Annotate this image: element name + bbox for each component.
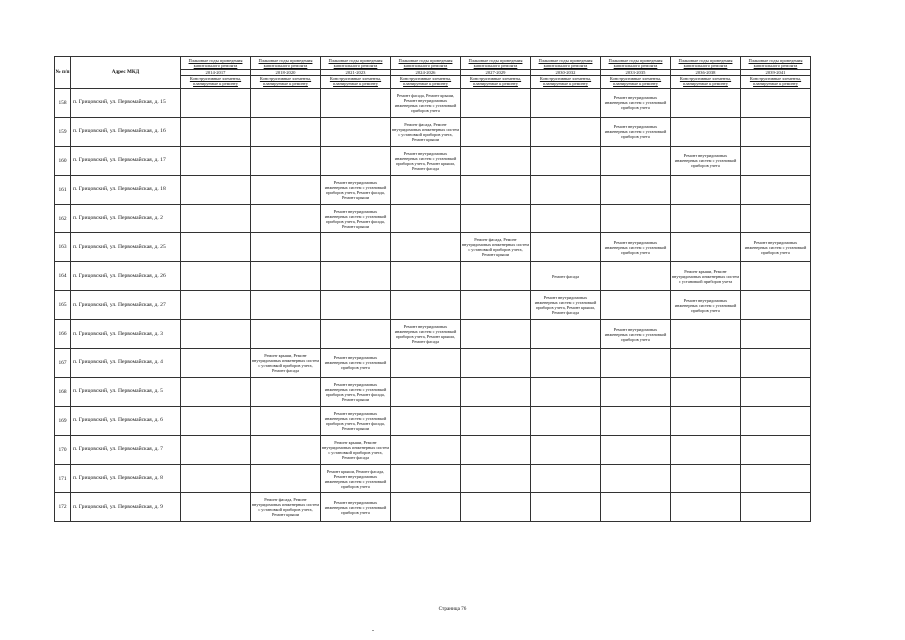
page-number: Страница 76: [438, 606, 467, 612]
work-cell: [461, 146, 531, 175]
work-cell: Ремонт внутридомовых инженерных систем с установкой приборов учета, Ремонт фасада, Ремонт крыши: [321, 377, 391, 406]
work-cell: [671, 175, 741, 204]
table-row: [55, 406, 811, 435]
work-cell: [181, 89, 251, 118]
work-cell: [531, 406, 601, 435]
work-cell: Ремонт внутридомовых инженерных систем с установкой приборов учета: [321, 349, 391, 378]
row-number: 161: [55, 175, 71, 204]
work-cell: [741, 320, 811, 349]
work-cell: Ремонт фасада, Ремонт внутридомовых инженерных систем с установкой приборов учета, Ремонт крыши: [461, 233, 531, 262]
work-cell: [251, 464, 321, 493]
work-cell: [741, 117, 811, 146]
work-cell: [741, 435, 811, 464]
row-number: 171: [55, 464, 71, 493]
work-cell: [461, 175, 531, 204]
work-cell: Ремонт внутридомовых инженерных систем с установкой приборов учета: [601, 117, 671, 146]
work-cell: Ремонт фасада, Ремонт внутридомовых инженерных систем с установкой приборов учета, Ремонт крыши: [391, 117, 461, 146]
period-title: Плановые годы проведения капитального ремонта: [181, 57, 251, 70]
work-cell: Ремонт фасада: [531, 262, 601, 291]
row-address: п. Грицовский, ул. Первомайская, д. 3: [71, 320, 181, 349]
work-cell: [321, 262, 391, 291]
work-cell: [321, 233, 391, 262]
work-cell: [391, 406, 461, 435]
repair-schedule-table: [54, 56, 811, 522]
row-number: 158: [55, 89, 71, 118]
work-cell: [671, 464, 741, 493]
work-cell: Ремонт внутридомовых инженерных систем с установкой приборов учета, Ремонт крыши, Ремонт фасада: [391, 146, 461, 175]
work-cell: [531, 349, 601, 378]
work-cell: [391, 291, 461, 320]
row-address: п. Грицовский, ул. Первомайская, д. 25: [71, 233, 181, 262]
work-cell: [461, 262, 531, 291]
work-cell: [531, 464, 601, 493]
work-cell: Ремонт крыши, Ремонт внутридомовых инженерных систем с установкой приборов учета, Ремонт фасада: [321, 435, 391, 464]
work-cell: [391, 233, 461, 262]
work-cell: [181, 320, 251, 349]
work-cell: [251, 406, 321, 435]
work-cell: [531, 493, 601, 522]
row-number: 168: [55, 377, 71, 406]
work-cell: [461, 435, 531, 464]
work-cell: [461, 89, 531, 118]
work-cell: Ремонт фасада, Ремонт внутридомовых инженерных систем с установкой приборов учета, Ремонт крыши: [251, 493, 321, 522]
work-cell: [531, 117, 601, 146]
sub-label: Конструктивные элементы, планируемые к ремонту: [461, 76, 531, 89]
work-cell: Ремонт внутридомовых инженерных систем с установкой приборов учета: [601, 320, 671, 349]
work-cell: [671, 349, 741, 378]
period-label: 2036-2038: [671, 70, 741, 76]
work-cell: [531, 377, 601, 406]
work-cell: [461, 406, 531, 435]
row-number: 170: [55, 435, 71, 464]
row-address: п. Грицовский, ул. Первомайская, д. 26: [71, 262, 181, 291]
scan-artifact: [372, 630, 374, 631]
work-cell: [391, 175, 461, 204]
work-cell: Ремонт внутридомовых инженерных систем с установкой приборов учета: [321, 493, 391, 522]
table-row: [55, 175, 811, 204]
row-address: п. Грицовский, ул. Первомайская, д. 18: [71, 175, 181, 204]
row-number: 166: [55, 320, 71, 349]
table-body: [55, 89, 811, 522]
table-row: [55, 493, 811, 522]
row-number: 167: [55, 349, 71, 378]
row-address: п. Грицовский, ул. Первомайская, д. 9: [71, 493, 181, 522]
work-cell: [671, 493, 741, 522]
period-title: Плановые годы проведения капитального ремонта: [531, 57, 601, 70]
work-cell: [671, 89, 741, 118]
period-title: Плановые годы проведения капитального ремонта: [391, 57, 461, 70]
work-cell: [671, 406, 741, 435]
period-title: Плановые годы проведения капитального ремонта: [671, 57, 741, 70]
table-row: [55, 89, 811, 118]
work-cell: [181, 493, 251, 522]
table-row: [55, 349, 811, 378]
work-cell: [671, 233, 741, 262]
work-cell: [391, 493, 461, 522]
work-cell: [391, 435, 461, 464]
work-cell: [321, 117, 391, 146]
work-cell: [601, 377, 671, 406]
work-cell: [251, 435, 321, 464]
row-address: п. Грицовский, ул. Первомайская, д. 4: [71, 349, 181, 378]
work-cell: Ремонт внутридомовых инженерных систем с установкой приборов учета, Ремонт крыши, Ремонт фасада: [531, 291, 601, 320]
row-address: п. Грицовский, ул. Первомайская, д. 17: [71, 146, 181, 175]
work-cell: [601, 262, 671, 291]
work-cell: [391, 464, 461, 493]
work-cell: [391, 204, 461, 233]
row-number: 169: [55, 406, 71, 435]
work-cell: [461, 291, 531, 320]
work-cell: [671, 435, 741, 464]
work-cell: Ремонт внутридомовых инженерных систем с установкой приборов учета, Ремонт крыши, Ремонт фасада: [391, 320, 461, 349]
work-cell: [321, 89, 391, 118]
table-row: [55, 377, 811, 406]
work-cell: Ремонт внутридомовых инженерных систем с установкой приборов учета, Ремонт фасада, Ремонт крыши: [321, 175, 391, 204]
header-row-titles: [55, 57, 811, 70]
work-cell: [741, 89, 811, 118]
work-cell: [601, 349, 671, 378]
period-label: 2014-2017: [181, 70, 251, 76]
work-cell: [391, 262, 461, 291]
row-address: п. Грицовский, ул. Первомайская, д. 8: [71, 464, 181, 493]
work-cell: [181, 204, 251, 233]
work-cell: [321, 320, 391, 349]
period-label: 2030-2032: [531, 70, 601, 76]
sub-label: Конструктивные элементы, планируемые к ремонту: [181, 76, 251, 89]
work-cell: [181, 146, 251, 175]
work-cell: [531, 320, 601, 349]
work-cell: [671, 320, 741, 349]
period-label: 2039-2041: [741, 70, 811, 76]
row-address: п. Грицовский, ул. Первомайская, д. 5: [71, 377, 181, 406]
work-cell: [531, 204, 601, 233]
work-cell: Ремонт внутридомовых инженерных систем с установкой приборов учета: [601, 233, 671, 262]
work-cell: [601, 291, 671, 320]
work-cell: [251, 175, 321, 204]
work-cell: Ремонт внутридомовых инженерных систем с установкой приборов учета, Ремонт фасада, Ремонт крыши: [321, 406, 391, 435]
work-cell: [531, 233, 601, 262]
work-cell: [461, 464, 531, 493]
row-number: 159: [55, 117, 71, 146]
work-cell: [181, 464, 251, 493]
work-cell: [671, 117, 741, 146]
work-cell: [741, 406, 811, 435]
period-label: 2024-2026: [391, 70, 461, 76]
table-row: [55, 320, 811, 349]
row-address: п. Грицовский, ул. Первомайская, д. 7: [71, 435, 181, 464]
period-label: 2018-2020: [251, 70, 321, 76]
period-label: 2027-2029: [461, 70, 531, 76]
sub-label: Конструктивные элементы, планируемые к ремонту: [391, 76, 461, 89]
row-address: п. Грицовский, ул. Первомайская, д. 15: [71, 89, 181, 118]
sub-label: Конструктивные элементы, планируемые к ремонту: [251, 76, 321, 89]
work-cell: [181, 175, 251, 204]
work-cell: [741, 146, 811, 175]
work-cell: [181, 291, 251, 320]
work-cell: [601, 464, 671, 493]
work-cell: [741, 349, 811, 378]
work-cell: [251, 117, 321, 146]
work-cell: Ремонт внутридомовых инженерных систем с установкой приборов учета, Ремонт фасада, Ремонт крыши: [321, 204, 391, 233]
work-cell: [531, 435, 601, 464]
row-address: п. Грицовский, ул. Первомайская, д. 16: [71, 117, 181, 146]
sub-label: Конструктивные элементы, планируемые к ремонту: [321, 76, 391, 89]
work-cell: [251, 89, 321, 118]
row-number: 172: [55, 493, 71, 522]
work-cell: [461, 493, 531, 522]
table-row: [55, 233, 811, 262]
work-cell: [741, 464, 811, 493]
work-cell: [391, 377, 461, 406]
row-address: п. Грицовский, ул. Первомайская, д. 27: [71, 291, 181, 320]
sub-label: Конструктивные элементы, планируемые к ремонту: [531, 76, 601, 89]
period-title: Плановые годы проведения капитального ремонта: [601, 57, 671, 70]
work-cell: [741, 291, 811, 320]
period-title: Плановые годы проведения капитального ремонта: [251, 57, 321, 70]
sub-label: Конструктивные элементы, планируемые к ремонту: [741, 76, 811, 89]
work-cell: [741, 262, 811, 291]
row-number: 165: [55, 291, 71, 320]
table-row: [55, 204, 811, 233]
work-cell: Ремонт крыши, Ремонт внутридомовых инженерных систем с установкой приборов учета: [671, 262, 741, 291]
row-address: п. Грицовский, ул. Первомайская, д. 2: [71, 204, 181, 233]
row-number: 162: [55, 204, 71, 233]
row-number: 163: [55, 233, 71, 262]
table-row: [55, 464, 811, 493]
work-cell: [461, 117, 531, 146]
work-cell: [461, 320, 531, 349]
row-number: 164: [55, 262, 71, 291]
work-cell: [181, 117, 251, 146]
work-cell: [741, 175, 811, 204]
work-cell: Ремонт внутридомовых инженерных систем с установкой приборов учета: [671, 146, 741, 175]
work-cell: [671, 377, 741, 406]
work-cell: [181, 233, 251, 262]
work-cell: [181, 435, 251, 464]
work-cell: [181, 349, 251, 378]
work-cell: [741, 377, 811, 406]
work-cell: [251, 233, 321, 262]
work-cell: Ремонт крыши, Ремонт внутридомовых инженерных систем с установкой приборов учета, Ремонт фасада: [251, 349, 321, 378]
table-row: [55, 117, 811, 146]
work-cell: [601, 146, 671, 175]
col-number-header: № п/п: [55, 57, 71, 89]
period-label: 2033-2035: [601, 70, 671, 76]
work-cell: Ремонт крыши, Ремонт фасада, Ремонт внутридомовых инженерных систем с установкой приборов учета: [321, 464, 391, 493]
row-number: 160: [55, 146, 71, 175]
work-cell: [601, 175, 671, 204]
work-cell: [181, 406, 251, 435]
work-cell: [531, 146, 601, 175]
table-row: [55, 262, 811, 291]
row-address: п. Грицовский, ул. Первомайская, д. 6: [71, 406, 181, 435]
work-cell: [251, 377, 321, 406]
period-title: Плановые годы проведения капитального ремонта: [321, 57, 391, 70]
work-cell: [671, 204, 741, 233]
sub-label: Конструктивные элементы, планируемые к ремонту: [671, 76, 741, 89]
work-cell: Ремонт внутридомовых инженерных систем с установкой приборов учета: [671, 291, 741, 320]
work-cell: [251, 291, 321, 320]
work-cell: [461, 377, 531, 406]
work-cell: [391, 349, 461, 378]
work-cell: [461, 204, 531, 233]
work-cell: [531, 89, 601, 118]
work-cell: [251, 204, 321, 233]
work-cell: [601, 493, 671, 522]
work-cell: [531, 175, 601, 204]
work-cell: [251, 262, 321, 291]
work-cell: [251, 320, 321, 349]
work-cell: [601, 204, 671, 233]
period-label: 2021-2023: [321, 70, 391, 76]
work-cell: [741, 204, 811, 233]
work-cell: [321, 291, 391, 320]
period-title: Плановые годы проведения капитального ремонта: [461, 57, 531, 70]
work-cell: [181, 262, 251, 291]
period-title: Плановые годы проведения капитального ремонта: [741, 57, 811, 70]
work-cell: [601, 406, 671, 435]
work-cell: Ремонт внутридомовых инженерных систем с установкой приборов учета: [741, 233, 811, 262]
work-cell: Ремонт внутридомовых инженерных систем с установкой приборов учета: [601, 89, 671, 118]
work-cell: [321, 146, 391, 175]
work-cell: [461, 349, 531, 378]
work-cell: [251, 146, 321, 175]
work-cell: [601, 435, 671, 464]
table-row: [55, 291, 811, 320]
work-cell: [181, 377, 251, 406]
table-row: [55, 146, 811, 175]
work-cell: Ремонт фасада, Ремонт крыши, Ремонт внутридомовых инженерных систем с установкой приборов учета: [391, 89, 461, 118]
table-row: [55, 435, 811, 464]
col-address-header: Адрес МКД: [71, 57, 181, 89]
work-cell: [741, 493, 811, 522]
sub-label: Конструктивные элементы, планируемые к ремонту: [601, 76, 671, 89]
